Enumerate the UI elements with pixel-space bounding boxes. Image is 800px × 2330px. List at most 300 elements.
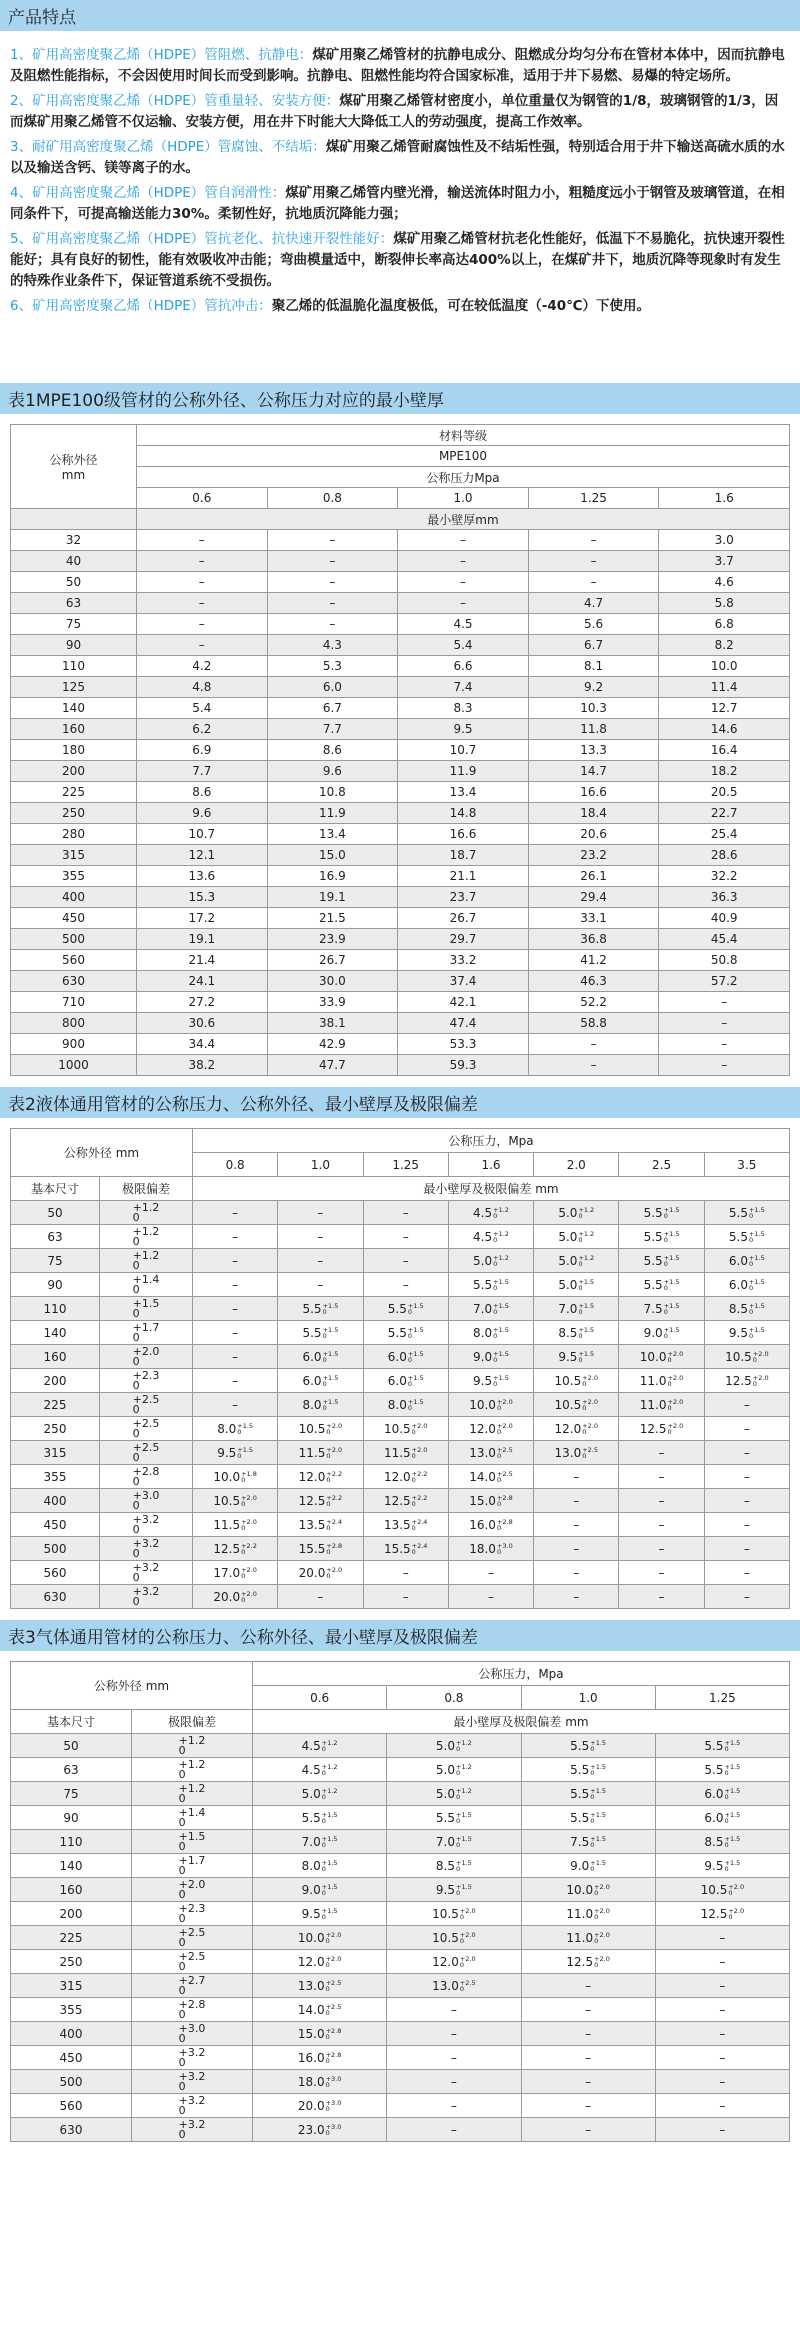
feature-highlight: 1、矿用高密度聚乙烯（HDPE）管阻燃、抗静电：: [10, 47, 313, 63]
tolerance-value: [178, 1733, 206, 1757]
base-size-cell: 140: [11, 1854, 132, 1878]
table-row: [11, 824, 790, 845]
wall-tolerance: [460, 1908, 476, 1920]
feature-text: 煤矿用聚乙烯管材抗老化性能好，低温下不易脆化，抗快速开裂性能好；具有良好的韧性，能有效吸收冲击能；弯曲模量适中，断裂伸长率高达400%以上，在煤矿井下，地质沉降等现象时有发生的特殊作业条件下，保证管道系统不受损伤。: [10, 231, 785, 289]
wall-tol-lower: 0: [493, 1308, 498, 1316]
wall-value: 10.5: [432, 1930, 459, 1945]
wall-value: 6.0: [704, 1786, 724, 1801]
wall-value: 12.0: [554, 1421, 582, 1436]
table-row: [11, 1249, 790, 1273]
wall-value: 9.5: [558, 1349, 578, 1364]
t1-wall-cell: 9.6: [267, 761, 398, 782]
base-size-cell: 75: [11, 1249, 100, 1273]
wall-tol-lower: 0: [748, 1308, 754, 1316]
tolerance-value: [132, 1320, 160, 1344]
wall-tol-lower: 0: [241, 1572, 246, 1580]
wall-value: 9.0: [643, 1325, 663, 1340]
wall-tol-upper: +2.0: [325, 1955, 342, 1963]
tolerance-cell: [100, 1489, 193, 1513]
wall-value: 12.5: [383, 1493, 411, 1508]
wall-tolerance: [408, 1375, 424, 1387]
t1-wall-cell: 5.3: [267, 656, 398, 677]
wall-cell: [278, 1321, 363, 1345]
wall-tol-upper: +2.0: [667, 1374, 684, 1382]
wall-tol-upper: +2.0: [326, 1566, 343, 1574]
t1-wall-cell: 30.0: [267, 971, 398, 992]
tol-lower: 0: [178, 1863, 186, 1877]
wall-cell: [448, 1393, 533, 1417]
t1-wall-cell: –: [659, 1013, 790, 1034]
tolerance-value: [178, 1829, 206, 1853]
wall-tolerance: [326, 1543, 342, 1555]
wall-tolerance: [725, 1740, 741, 1752]
wall-value: 5.5: [704, 1738, 724, 1753]
tolerance-value: [132, 1200, 160, 1224]
wall-cell: –: [193, 1273, 278, 1297]
wall-tolerance: [241, 1543, 257, 1555]
table-row: [11, 1369, 790, 1393]
t1-wall-cell: 19.1: [137, 929, 268, 950]
wall-tol-upper: +2.2: [411, 1494, 428, 1502]
t1-wall-cell: 19.1: [267, 887, 398, 908]
t1-wall-cell: 38.2: [137, 1055, 268, 1076]
t1-wall-label: 最小壁厚mm: [137, 509, 790, 530]
tol-lower: 0: [178, 2007, 186, 2021]
wall-tol-upper: +1.5: [724, 1787, 741, 1795]
wall-cell: [448, 1513, 533, 1537]
tolerance-cell: [132, 1950, 253, 1974]
t1-od-cell: 50: [11, 572, 137, 593]
t1-blank: [11, 509, 137, 530]
wall-tol-lower: 0: [459, 1961, 464, 1969]
wall-tolerance: [664, 1231, 680, 1243]
wall-cell: –: [278, 1585, 363, 1609]
wall-tol-lower: 0: [590, 1745, 595, 1753]
t1-wall-cell: 17.2: [137, 908, 268, 929]
base-size-cell: 63: [11, 1758, 132, 1782]
table-row: [11, 1806, 790, 1830]
wall-tol-lower: 0: [493, 1212, 498, 1220]
wall-tolerance: [578, 1327, 594, 1339]
table-row: [11, 740, 790, 761]
wall-tol-lower: 0: [496, 1548, 502, 1556]
wall-tolerance: [326, 1567, 342, 1579]
wall-cell: [278, 1513, 363, 1537]
wall-value: 9.0: [473, 1349, 493, 1364]
tol-upper: +2.5: [132, 1416, 160, 1430]
feature-highlight: 2、矿用高密度聚乙烯（HDPE）管重量轻、安装方便：: [10, 93, 340, 109]
wall-tolerance: [582, 1447, 598, 1459]
wall-tol-lower: 0: [493, 1236, 498, 1244]
tolerance-cell: [100, 1345, 193, 1369]
wall-tolerance: [460, 1956, 476, 1968]
t2-base-size-label: 基本尺寸: [11, 1177, 100, 1201]
wall-tol-upper: +1.5: [590, 1835, 607, 1843]
wall-tolerance: [493, 1327, 509, 1339]
table-row: [11, 1465, 790, 1489]
wall-value: 10.0: [469, 1397, 496, 1412]
t1-wall-cell: 7.4: [398, 677, 529, 698]
tol-lower: 0: [132, 1402, 140, 1416]
table-row: [11, 1782, 790, 1806]
t1-wall-cell: 15.0: [267, 845, 398, 866]
table-row: [11, 1734, 790, 1758]
wall-tol-lower: 0: [496, 1500, 502, 1508]
tolerance-value: [178, 2093, 206, 2117]
t1-wall-cell: 18.2: [659, 761, 790, 782]
t1-wall-cell: 32.2: [659, 866, 790, 887]
wall-cell: [534, 1273, 619, 1297]
wall-tolerance: [578, 1351, 594, 1363]
wall-cell: –: [521, 1974, 655, 1998]
feature-item: [10, 229, 790, 292]
wall-tol-lower: 0: [321, 1841, 326, 1849]
pressure-header: 2.0: [534, 1153, 619, 1177]
base-size-cell: 315: [11, 1974, 132, 1998]
wall-tol-upper: +1.5: [321, 1811, 338, 1819]
t1-wall-cell: 26.1: [528, 866, 659, 887]
table-row: [11, 677, 790, 698]
wall-tol-lower: 0: [748, 1260, 754, 1268]
t1-od-cell: 160: [11, 719, 137, 740]
wall-tol-lower: 0: [411, 1452, 416, 1460]
t1-wall-cell: 4.6: [659, 572, 790, 593]
t1-wall-cell: 33.1: [528, 908, 659, 929]
wall-cell: [193, 1441, 278, 1465]
table3: [10, 1661, 790, 2142]
t1-wall-cell: 33.9: [267, 992, 398, 1013]
wall-value: 11.0: [566, 1930, 594, 1945]
wall-cell: [387, 1734, 521, 1758]
wall-tol-upper: +1.5: [724, 1811, 741, 1819]
t1-wall-cell: 8.6: [267, 740, 398, 761]
base-size-cell: 500: [11, 1537, 100, 1561]
wall-tol-upper: +1.2: [578, 1206, 595, 1214]
tolerance-cell: [132, 1830, 253, 1854]
wall-tol-upper: +1.5: [322, 1302, 339, 1310]
wall-tol-lower: 0: [594, 1913, 599, 1921]
t1-wall-cell: 16.6: [398, 824, 529, 845]
tol-upper: +2.3: [132, 1368, 160, 1382]
wall-tol-upper: +1.5: [590, 1763, 607, 1771]
wall-cell: –: [655, 2094, 789, 2118]
wall-cell: [278, 1345, 363, 1369]
t1-wall-cell: 36.8: [528, 929, 659, 950]
t1-wall-cell: 5.8: [659, 593, 790, 614]
wall-cell: [534, 1345, 619, 1369]
wall-tol-lower: 0: [321, 1913, 326, 1921]
wall-tol-upper: +1.5: [663, 1230, 680, 1238]
wall-value: 8.0: [473, 1325, 493, 1340]
wall-tolerance: [664, 1303, 680, 1315]
wall-cell: –: [363, 1561, 448, 1585]
wall-tol-lower: 0: [407, 1356, 412, 1364]
tol-lower: 0: [178, 1935, 186, 1949]
wall-tolerance: [753, 1375, 769, 1387]
table-row: [11, 1441, 790, 1465]
wall-cell: [521, 1734, 655, 1758]
wall-value: 4.5: [301, 1762, 321, 1777]
wall-cell: [363, 1417, 448, 1441]
feature-item: [10, 183, 790, 225]
wall-tolerance: [582, 1399, 598, 1411]
wall-cell: [704, 1201, 789, 1225]
t1-od-cell: 110: [11, 656, 137, 677]
wall-tol-lower: 0: [456, 1817, 461, 1825]
table-row: [11, 614, 790, 635]
wall-cell: [619, 1201, 704, 1225]
table-row: [11, 1998, 790, 2022]
wall-tolerance: [322, 1740, 338, 1752]
wall-cell: –: [704, 1537, 789, 1561]
wall-tol-upper: +1.5: [237, 1446, 254, 1454]
base-size-cell: 90: [11, 1806, 132, 1830]
wall-tol-upper: +2.0: [667, 1350, 684, 1358]
wall-tol-upper: +2.8: [326, 1542, 343, 1550]
table-row: [11, 887, 790, 908]
t1-od-cell: 710: [11, 992, 137, 1013]
tolerance-cell: [132, 1878, 253, 1902]
wall-tol-lower: 0: [411, 1548, 416, 1556]
wall-tol-upper: +1.5: [724, 1835, 741, 1843]
table-row: [11, 2046, 790, 2070]
wall-tol-lower: 0: [590, 1865, 595, 1873]
base-size-cell: 560: [11, 2094, 132, 2118]
tolerance-cell: [100, 1537, 193, 1561]
t1-wall-cell: 4.5: [398, 614, 529, 635]
wall-cell: [363, 1441, 448, 1465]
wall-cell: [363, 1513, 448, 1537]
wall-cell: –: [619, 1489, 704, 1513]
t1-wall-cell: 40.9: [659, 908, 790, 929]
wall-tol-upper: +1.5: [663, 1278, 680, 1286]
wall-value: 7.0: [435, 1834, 456, 1849]
wall-cell: [619, 1345, 704, 1369]
wall-tol-lower: 0: [326, 1524, 331, 1532]
tol-upper: +3.2: [178, 2069, 206, 2083]
wall-value: 18.0: [297, 2074, 325, 2089]
wall-value: 10.0: [639, 1349, 667, 1364]
wall-tol-lower: 0: [321, 1889, 326, 1897]
wall-tol-upper: +2.0: [459, 1955, 476, 1963]
wall-cell: –: [387, 2022, 521, 2046]
t1-od-cell: 140: [11, 698, 137, 719]
tolerance-cell: [100, 1393, 193, 1417]
t1-wall-cell: 23.9: [267, 929, 398, 950]
wall-value: 18.0: [469, 1541, 496, 1556]
wall-tol-lower: 0: [493, 1332, 498, 1340]
wall-tolerance: [728, 1908, 744, 1920]
wall-value: 12.0: [383, 1469, 411, 1484]
wall-value: 13.0: [469, 1445, 496, 1460]
wall-tol-lower: 0: [456, 1745, 461, 1753]
tol-upper: +2.5: [178, 1925, 206, 1939]
tol-upper: +2.5: [178, 1949, 206, 1963]
wall-tolerance: [241, 1567, 257, 1579]
wall-tol-upper: +1.5: [407, 1302, 424, 1310]
wall-tol-upper: +2.0: [752, 1350, 769, 1358]
wall-tol-upper: +1.5: [493, 1326, 509, 1334]
wall-tol-lower: 0: [578, 1284, 583, 1292]
wall-tol-upper: +2.5: [325, 2003, 342, 2011]
wall-tol-upper: +1.5: [748, 1302, 765, 1310]
wall-tol-upper: +1.5: [590, 1859, 607, 1867]
wall-value: 12.5: [639, 1421, 667, 1436]
wall-tol-upper: +1.5: [456, 1811, 472, 1819]
t1-wall-cell: 13.6: [137, 866, 268, 887]
wall-tolerance: [493, 1207, 509, 1219]
tolerance-value: [132, 1464, 160, 1488]
wall-tol-lower: 0: [496, 1404, 502, 1412]
wall-value: 16.0: [469, 1517, 496, 1532]
wall-tolerance: [326, 2076, 342, 2088]
t1-wall-cell: –: [267, 593, 398, 614]
t1-wall-cell: 8.1: [528, 656, 659, 677]
wall-cell: –: [193, 1345, 278, 1369]
wall-value: 16.0: [297, 2050, 325, 2065]
t1-wall-cell: –: [267, 530, 398, 551]
wall-cell: –: [278, 1225, 363, 1249]
t1-wall-cell: 6.6: [398, 656, 529, 677]
t1-wall-cell: 6.0: [267, 677, 398, 698]
wall-tolerance: [326, 2028, 342, 2040]
wall-tol-lower: 0: [407, 1380, 412, 1388]
wall-tolerance: [326, 2004, 342, 2016]
t1-od-cell: 800: [11, 1013, 137, 1034]
feature-highlight: 5、矿用高密度聚乙烯（HDPE）管抗老化、抗快速开裂性能好：: [10, 231, 394, 247]
wall-tolerance: [493, 1303, 509, 1315]
wall-tolerance: [497, 1399, 513, 1411]
wall-tol-upper: +1.5: [590, 1787, 607, 1795]
tolerance-value: [178, 2021, 206, 2045]
table2-title: 表2液体通用管材的公称压力、公称外径、最小壁厚及极限偏差: [0, 1087, 800, 1118]
wall-value: 5.5: [473, 1277, 493, 1292]
wall-cell: [387, 1950, 521, 1974]
base-size-cell: 450: [11, 2046, 132, 2070]
wall-tol-lower: 0: [326, 1572, 331, 1580]
wall-tol-lower: 0: [724, 1817, 729, 1825]
base-size-cell: 110: [11, 1830, 132, 1854]
tol-upper: +2.7: [178, 1973, 206, 1987]
t1-wall-cell: –: [267, 572, 398, 593]
tol-lower: 0: [132, 1282, 140, 1296]
wall-value: 8.5: [728, 1301, 748, 1316]
wall-cell: [521, 1758, 655, 1782]
wall-tol-upper: +1.5: [748, 1206, 765, 1214]
t1-wall-cell: –: [528, 1034, 659, 1055]
wall-tol-upper: +1.5: [493, 1350, 509, 1358]
wall-value: 12.5: [298, 1493, 326, 1508]
wall-value: 14.0: [469, 1469, 496, 1484]
wall-tolerance: [497, 1519, 513, 1531]
wall-tolerance: [323, 1303, 339, 1315]
wall-value: 20.0: [297, 2098, 325, 2113]
t1-wall-cell: 52.2: [528, 992, 659, 1013]
tolerance-value: [178, 1757, 206, 1781]
wall-tolerance: [456, 1812, 472, 1824]
wall-tolerance: [594, 1908, 610, 1920]
wall-tol-upper: +1.5: [407, 1326, 424, 1334]
wall-value: 9.5: [435, 1882, 456, 1897]
wall-value: 5.5: [704, 1762, 724, 1777]
tol-lower: 0: [178, 2103, 186, 2117]
wall-value: 11.0: [566, 1906, 594, 1921]
t1-od-cell: 250: [11, 803, 137, 824]
wall-cell: [278, 1417, 363, 1441]
table-row: [11, 1013, 790, 1034]
t1-od-cell: 75: [11, 614, 137, 635]
t1-wall-cell: 9.2: [528, 677, 659, 698]
wall-tol-lower: 0: [578, 1260, 583, 1268]
wall-value: 7.0: [558, 1301, 578, 1316]
wall-tol-upper: +1.5: [456, 1883, 472, 1891]
wall-tol-lower: 0: [411, 1524, 416, 1532]
wall-value: 5.0: [435, 1738, 456, 1753]
wall-cell: [253, 1734, 387, 1758]
wall-cell: [253, 1998, 387, 2022]
wall-value: 12.0: [298, 1469, 326, 1484]
wall-value: 11.5: [298, 1445, 326, 1460]
t1-pressure-header: 0.6: [137, 488, 268, 509]
pressure-header: 1.25: [655, 1686, 789, 1710]
wall-value: 5.5: [570, 1786, 590, 1801]
wall-tol-upper: +1.5: [493, 1278, 509, 1286]
table-row: [11, 1225, 790, 1249]
wall-tol-lower: 0: [321, 1745, 326, 1753]
wall-tol-upper: +2.5: [496, 1470, 513, 1478]
tolerance-value: [132, 1416, 160, 1440]
wall-tol-lower: 0: [724, 1865, 729, 1873]
wall-tol-lower: 0: [578, 1236, 583, 1244]
tolerance-cell: [132, 2118, 253, 2142]
pressure-header: 0.8: [193, 1153, 278, 1177]
table2: [10, 1128, 790, 1609]
wall-value: 7.5: [570, 1834, 590, 1849]
table1: [10, 424, 790, 1076]
wall-cell: [253, 1878, 387, 1902]
tolerance-value: [178, 1853, 206, 1877]
wall-tol-lower: 0: [407, 1404, 412, 1412]
wall-tol-upper: +1.5: [456, 1859, 472, 1867]
table-row: [11, 2094, 790, 2118]
wall-cell: –: [363, 1249, 448, 1273]
wall-tol-upper: +2.8: [496, 1518, 513, 1526]
t3-base-size-label: 基本尺寸: [11, 1710, 132, 1734]
wall-tol-lower: 0: [411, 1500, 416, 1508]
wall-cell: –: [363, 1273, 448, 1297]
wall-cell: –: [193, 1297, 278, 1321]
wall-tolerance: [408, 1399, 424, 1411]
t2-wall-label: 最小壁厚及极限偏差 mm: [193, 1177, 790, 1201]
wall-tol-lower: 0: [724, 1841, 729, 1849]
wall-cell: –: [193, 1201, 278, 1225]
wall-value: 8.0: [302, 1397, 322, 1412]
feature-text: 煤矿用聚乙烯管耐腐蚀性及不结垢性强，特别适合用于井下输送高硫水质的水以及输送含钙、镁等离子的水。: [10, 139, 785, 176]
wall-cell: [521, 1950, 655, 1974]
base-size-cell: 355: [11, 1465, 100, 1489]
t1-wall-cell: 11.9: [267, 803, 398, 824]
wall-tol-lower: 0: [578, 1212, 583, 1220]
wall-tol-lower: 0: [322, 1356, 327, 1364]
wall-tolerance: [725, 1764, 741, 1776]
t1-wall-cell: 4.3: [267, 635, 398, 656]
t1-od-cell: 450: [11, 908, 137, 929]
wall-tol-upper: +2.0: [667, 1422, 684, 1430]
wall-tolerance: [668, 1375, 684, 1387]
tolerance-cell: [100, 1297, 193, 1321]
wall-tol-upper: +1.5: [407, 1398, 424, 1406]
wall-tol-lower: 0: [582, 1404, 587, 1412]
